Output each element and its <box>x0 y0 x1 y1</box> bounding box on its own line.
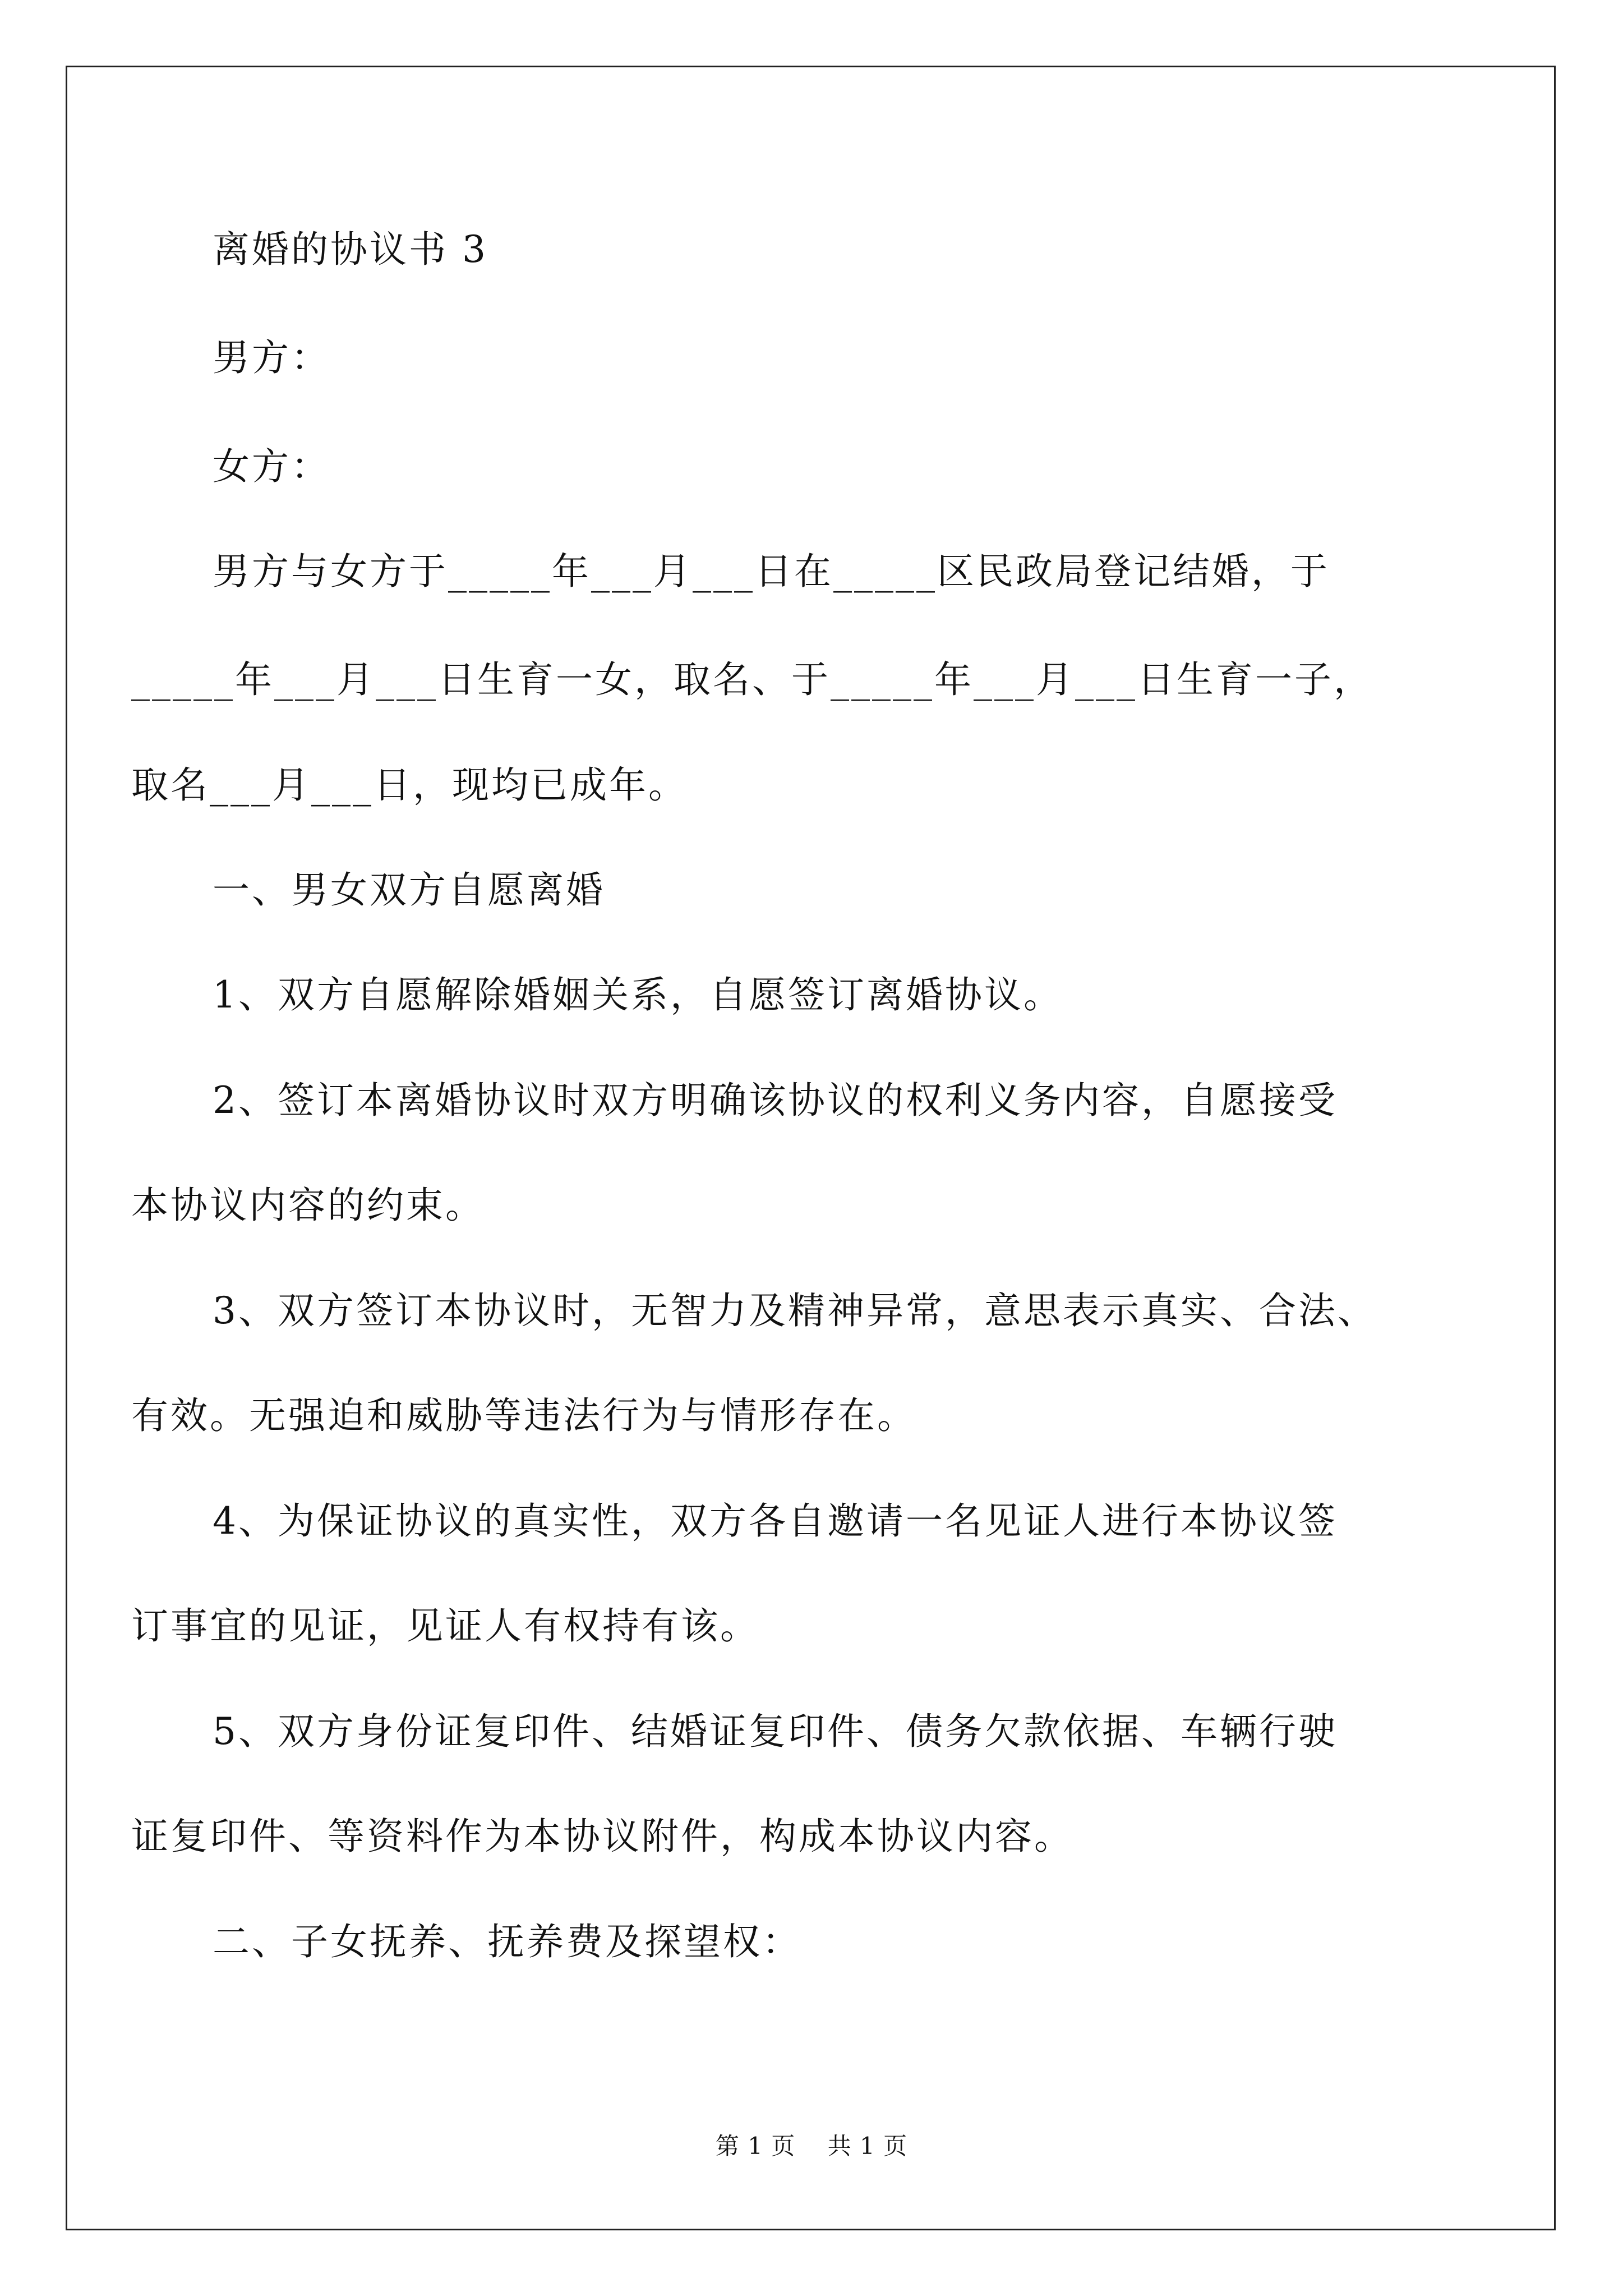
paragraph-line: 男方与女方于_____年___月___日在_____区民政局登记结婚，于 <box>213 550 1330 593</box>
clause-line: 订事宜的见证，见证人有权持有该。 <box>131 1604 759 1648</box>
section-heading: 一、男女双方自愿离婚 <box>213 868 605 912</box>
document-title: 离婚的协议书 3 <box>213 228 488 271</box>
clause-line: 2、签订本离婚协议时双方明确该协议的权利义务内容，自愿接受 <box>213 1079 1338 1122</box>
page-number-footer: 第 1 页 共 1 页 <box>715 2132 908 2160</box>
section-heading: 二、子女抚养、抚养费及探望权： <box>213 1920 801 1963</box>
clause-line: 3、双方签订本协议时，无智力及精神异常，意思表示真实、合法、 <box>213 1289 1377 1332</box>
paragraph-line: _____年___月___日生育一女，取名、于_____年___月___日生育一子， <box>131 658 1373 701</box>
clause-line: 证复印件、等资料作为本协议附件，构成本协议内容。 <box>131 1815 1073 1858</box>
paragraph-line: 取名___月___日，现均已成年。 <box>131 763 688 807</box>
clause-line: 5、双方身份证复印件、结婚证复印件、债务欠款依据、车辆行驶 <box>213 1710 1338 1753</box>
clause-line: 1、双方自愿解除婚姻关系，自愿签订离婚协议。 <box>213 973 1063 1016</box>
clause-line: 本协议内容的约束。 <box>131 1184 485 1227</box>
female-party-label: 女方： <box>213 445 330 488</box>
page-border <box>66 66 1556 2230</box>
clause-line: 有效。无强迫和威胁等违法行为与情形存在。 <box>131 1394 916 1437</box>
clause-line: 4、为保证协议的真实性，双方各自邀请一名见证人进行本协议签 <box>213 1499 1338 1543</box>
male-party-label: 男方： <box>213 336 330 379</box>
